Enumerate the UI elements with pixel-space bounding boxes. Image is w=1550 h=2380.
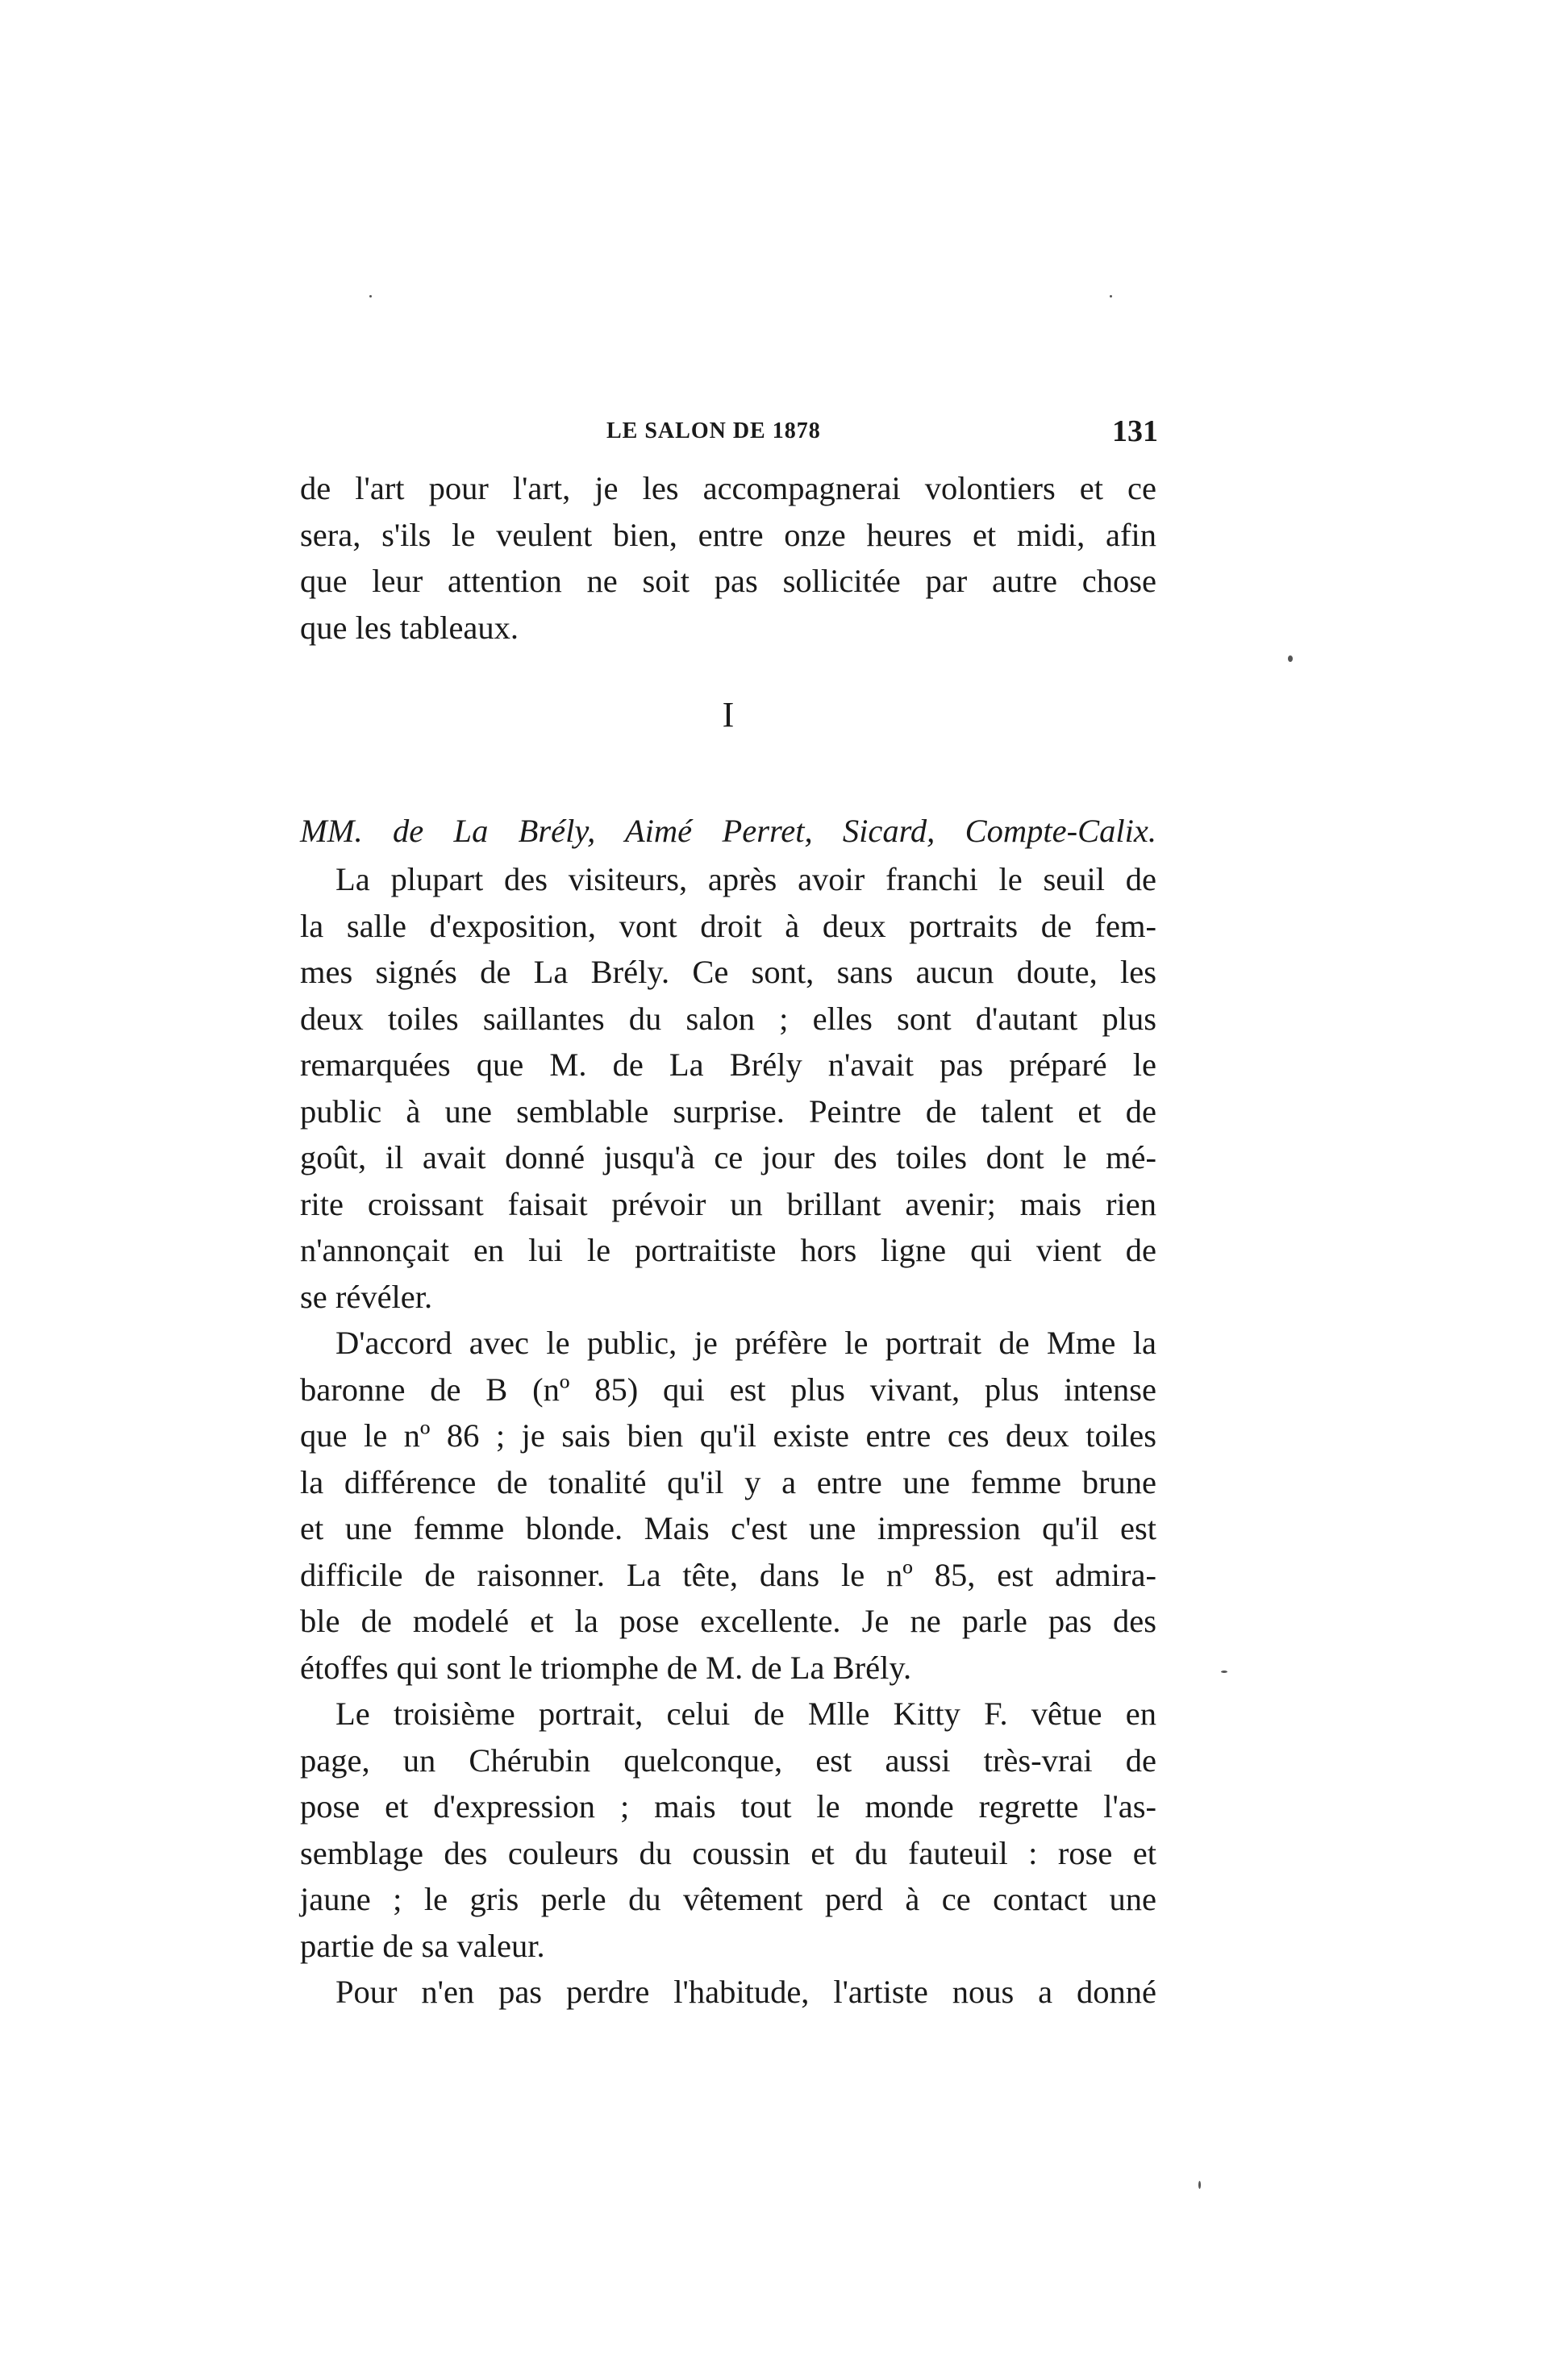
text-line: semblage des couleurs du coussin et du fauteuil : rose et — [300, 1834, 1156, 1871]
text-line: que le nº 86 ; je sais bien qu'il existe entre ces deux toiles — [300, 1417, 1156, 1454]
text-line: partie de sa valeur. — [300, 1927, 545, 1964]
page-number: 131 — [1112, 414, 1158, 448]
text-line: rite croissant faisait prévoir un brillant avenir; mais rien — [300, 1185, 1156, 1222]
running-head — [300, 411, 1171, 451]
section-body — [300, 856, 1156, 2016]
paper-speck — [1110, 295, 1112, 298]
running-title: LE SALON DE 1878 — [606, 418, 821, 443]
paper-speck — [1288, 655, 1293, 662]
text-line: baronne de B (nº 85) qui est plus vivant, plus intense — [300, 1371, 1156, 1408]
text-line: difficile de raisonner. La tête, dans le nº 85, est admira- — [300, 1556, 1156, 1593]
text-line: mes signés de La Brély. Ce sont, sans aucun doute, les — [300, 954, 1156, 990]
text-line: goût, il avait donné jusqu'à ce jour des toiles dont le mé- — [300, 1139, 1156, 1175]
paragraph — [300, 1969, 1156, 2016]
section-heading: MM. de La Brély, Aimé Perret, Sicard, Compte-Calix. — [300, 813, 1156, 849]
text-line: et une femme blonde. Mais c'est une impression qu'il est — [300, 1510, 1156, 1546]
paper-speck — [369, 295, 372, 298]
text-line: sera, s'ils le veulent bien, entre onze heures et midi, afin — [300, 516, 1156, 553]
text-line: page, un Chérubin quelconque, est aussi très-vrai de — [300, 1741, 1156, 1779]
section-numeral: I — [722, 695, 735, 734]
paragraph — [300, 1691, 1156, 1969]
text-line: de l'art pour l'art, je les accompagnerai volontiers et ce — [300, 470, 1156, 506]
text-line: Le troisième portrait, celui de Mlle Kitty F. vêtue en — [335, 1696, 1156, 1732]
text-line: que les tableaux. — [300, 609, 519, 646]
text-line: se révéler. — [300, 1278, 433, 1315]
text-line: ble de modelé et la pose excellente. Je ne parle pas des — [300, 1603, 1156, 1639]
paragraph — [300, 856, 1156, 1320]
opening-paragraph — [300, 465, 1156, 651]
paper-speck — [1198, 2181, 1201, 2189]
text-block — [300, 465, 1156, 2010]
paper-speck — [1221, 1671, 1227, 1673]
text-line: Pour n'en pas perdre l'habitude, l'artiste nous a donné — [335, 1974, 1156, 2010]
text-line: étoffes qui sont le triomphe de M. de La Brély. — [300, 1649, 912, 1686]
text-line: D'accord avec le public, je préfère le portrait de Mme la — [335, 1325, 1156, 1361]
text-line: deux toiles saillantes du salon ; elles sont d'autant plus — [300, 1000, 1156, 1037]
text-line: jaune ; le gris perle du vêtement perd à ce contact une — [300, 1881, 1156, 1917]
text-line: La plupart des visiteurs, après avoir franchi le seuil de — [335, 861, 1156, 897]
text-line: la différence de tonalité qu'il y a entre une femme brune — [300, 1463, 1156, 1500]
text-line: pose et d'expression ; mais tout le monde regrette l'as- — [300, 1788, 1156, 1825]
text-line: que leur attention ne soit pas sollicitée par autre chose — [300, 563, 1156, 599]
text-line: la salle d'exposition, vont droit à deux portraits de fem- — [300, 907, 1156, 944]
text-line: public à une semblable surprise. Peintre de talent et de — [300, 1092, 1156, 1130]
paragraph — [300, 1320, 1156, 1691]
text-line: n'annonçait en lui le portraitiste hors ligne qui vient de — [300, 1232, 1156, 1268]
text-line: remarquées que M. de La Brély n'avait pas préparé le — [300, 1046, 1156, 1083]
